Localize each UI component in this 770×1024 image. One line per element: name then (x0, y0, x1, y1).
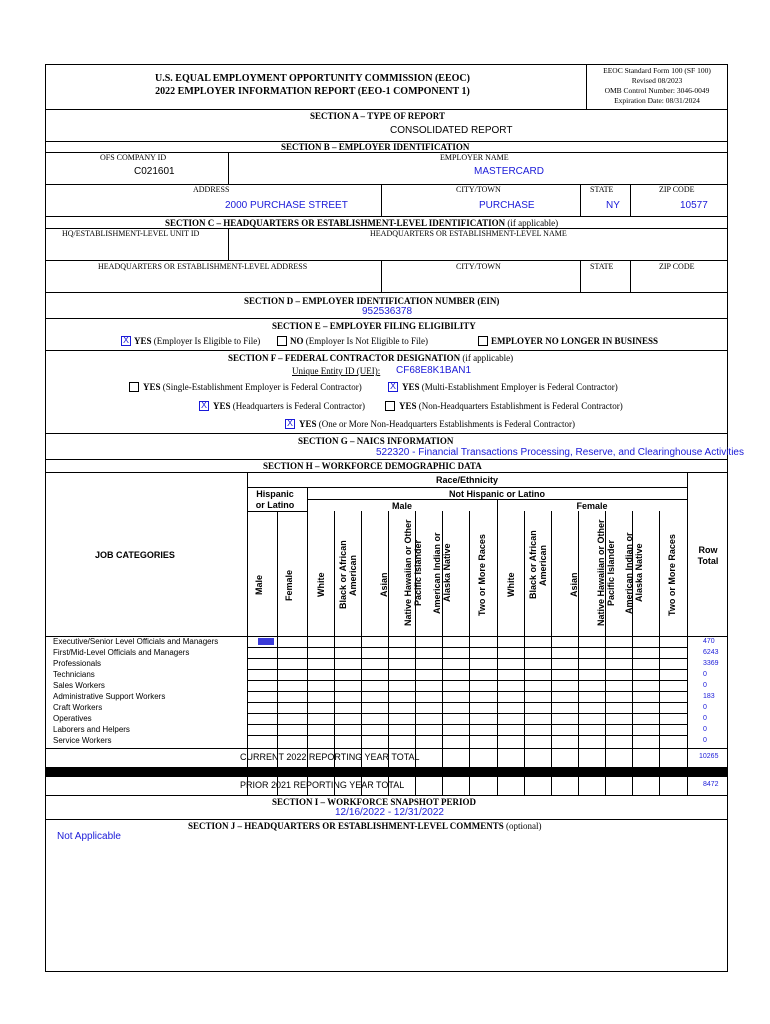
section-c-title-text: SECTION C – HEADQUARTERS OR ESTABLISHMENT-LEVEL IDENTIFICATION (165, 218, 506, 228)
job-category-row: Technicians (53, 670, 95, 679)
male-header: Male (391, 501, 412, 511)
multi-establishment-text: YES (Multi-Establishment Employer is Federal Contractor) (402, 382, 618, 392)
naics-value: 522320 - Financial Transactions Processing, Reserve, and Clearinghouse Activities (376, 447, 744, 458)
hq-state-label: STATE (590, 262, 614, 271)
section-j-note: (optional) (506, 821, 542, 831)
form-info (588, 66, 726, 106)
selected-cell-marker[interactable] (258, 638, 274, 645)
state-value: NY (606, 200, 620, 211)
form-title-line1: U.S. EQUAL EMPLOYMENT OPPORTUNITY COMMISSION (EEOC) (155, 73, 470, 84)
row-total-value: 0 (703, 682, 707, 689)
col-header-female-aian: American Indian or Alaska Native (624, 532, 644, 614)
form-title (50, 72, 575, 98)
snapshot-period-value: 12/16/2022 - 12/31/2022 (335, 807, 444, 818)
col-header-male-asian: Asian (379, 572, 389, 598)
multi-establishment-checkbox[interactable] (388, 382, 398, 392)
headquarters-contractor-checkbox[interactable] (199, 401, 209, 411)
no-longer-in-business-text: EMPLOYER NO LONGER IN BUSINESS (491, 336, 659, 346)
col-header-female-black: Black or African American (528, 530, 548, 600)
zip-label: ZIP CODE (659, 185, 695, 194)
section-d-title: SECTION D – EMPLOYER IDENTIFICATION NUMBER (EIN) (244, 296, 500, 306)
hq-zip-label: ZIP CODE (659, 262, 695, 271)
section-f-title (228, 353, 513, 363)
job-category-row: Executive/Senior Level Officials and Managers (53, 637, 219, 646)
city-value: PURCHASE (479, 200, 535, 211)
no-longer-in-business-checkbox[interactable] (478, 336, 488, 346)
uei-label: Unique Entity ID (UEI): (292, 366, 381, 376)
non-hq-establishments-checkbox[interactable] (285, 419, 295, 429)
col-header-male-nhopi: Native Hawaiian or Other Pacific Islander (403, 519, 423, 627)
row-total-value: 3369 (703, 660, 719, 667)
address-value: 2000 PURCHASE STREET (225, 200, 348, 211)
zip-value: 10577 (680, 200, 708, 211)
col-header-male-black: Black or African American (338, 540, 358, 610)
job-category-row: Operatives (53, 714, 92, 723)
single-establishment-text: YES (Single-Establishment Employer is Federal Contractor) (143, 382, 362, 392)
eligible-yes-text: YES (Employer Is Eligible to File) (134, 336, 261, 346)
employer-name-label: EMPLOYER NAME (440, 153, 509, 162)
section-g-title: SECTION G – NAICS INFORMATION (298, 436, 454, 446)
job-categories-header: JOB CATEGORIES (95, 550, 175, 560)
section-h-title: SECTION H – WORKFORCE DEMOGRAPHIC DATA (263, 461, 482, 471)
ofs-company-id-value: C021601 (134, 166, 175, 177)
current-year-total-value: 10265 (699, 753, 719, 760)
section-a-title: SECTION A – TYPE OF REPORT (310, 111, 445, 121)
row-total-value: 6243 (703, 649, 719, 656)
hq-address-label: HEADQUARTERS OR ESTABLISHMENT-LEVEL ADDRESS (98, 262, 308, 271)
race-ethnicity-header: Race/Ethnicity (435, 475, 499, 485)
section-c-note: (if applicable) (507, 218, 559, 228)
form-title-line2: 2022 EMPLOYER INFORMATION REPORT (EEO-1 COMPONENT 1) (155, 86, 470, 97)
row-total-header: Row Total (697, 545, 719, 566)
col-header-male-white: White (316, 572, 326, 598)
section-f-title-text: SECTION F – FEDERAL CONTRACTOR DESIGNATION (228, 353, 461, 363)
job-category-row: Professionals (53, 659, 102, 668)
row-total-value: 0 (703, 726, 707, 733)
col-header-hispanic-male: Male (254, 575, 264, 596)
hq-city-label: CITY/TOWN (456, 262, 501, 271)
job-category-row: Laborers and Helpers (53, 725, 130, 734)
hispanic-header: Hispanic or Latino (255, 489, 295, 510)
hq-name-label: HEADQUARTERS OR ESTABLISHMENT-LEVEL NAME (370, 229, 567, 238)
non-hq-establishment-text: YES (Non-Headquarters Establishment is Federal Contractor) (399, 401, 623, 411)
non-hq-establishments-text: YES (One or More Non-Headquarters Establishments is Federal Contractor) (299, 419, 575, 429)
row-total-value: 470 (703, 638, 715, 645)
section-j-title (188, 821, 542, 831)
section-b-title: SECTION B – EMPLOYER IDENTIFICATION (281, 142, 470, 152)
col-header-male-two-or-more: Two or More Races (477, 534, 487, 616)
job-category-row: Administrative Support Workers (53, 692, 166, 701)
female-header: Female (576, 501, 608, 511)
job-category-row: Service Workers (53, 736, 112, 745)
col-header-female-white: White (506, 572, 516, 598)
comments-value: Not Applicable (57, 831, 121, 842)
state-label: STATE (590, 185, 614, 194)
section-f-note: (if applicable) (462, 353, 514, 363)
prior-year-total-label: PRIOR 2021 REPORTING YEAR TOTAL (240, 780, 405, 790)
col-header-female-two-or-more: Two or More Races (667, 534, 677, 616)
section-j-title-text: SECTION J – HEADQUARTERS OR ESTABLISHMENT-LEVEL COMMENTS (188, 821, 504, 831)
job-category-row: Craft Workers (53, 703, 103, 712)
row-total-value: 0 (703, 737, 707, 744)
hq-unit-id-label: HQ/ESTABLISHMENT-LEVEL UNIT ID (62, 229, 200, 238)
row-total-value: 0 (703, 671, 707, 678)
address-label: ADDRESS (193, 185, 230, 194)
col-header-female-asian: Asian (569, 572, 579, 598)
uei-value: CF68E8K1BAN1 (396, 365, 472, 376)
report-type-value: CONSOLIDATED REPORT (390, 125, 513, 136)
non-hq-establishment-checkbox[interactable] (385, 401, 395, 411)
form-info-line4: Expiration Date: 08/31/2024 (614, 96, 700, 105)
prior-year-total-value: 8472 (703, 781, 719, 788)
form-info-line2: Revised 08/2023 (631, 76, 683, 85)
col-header-male-aian: American Indian or Alaska Native (432, 532, 452, 614)
row-total-value: 0 (703, 704, 707, 711)
col-header-female-nhopi: Native Hawaiian or Other Pacific Islander (596, 519, 616, 627)
eligible-no-text: NO (Employer Is Not Eligible to File) (290, 336, 428, 346)
eligible-no-checkbox[interactable] (277, 336, 287, 346)
not-hispanic-header: Not Hispanic or Latino (448, 489, 545, 499)
row-total-value: 0 (703, 715, 707, 722)
eligible-yes-checkbox[interactable] (121, 336, 131, 346)
job-category-row: First/Mid-Level Officials and Managers (53, 648, 190, 657)
job-category-row: Sales Workers (53, 681, 105, 690)
current-year-total-label: CURRENT 2022 REPORTING YEAR TOTAL (240, 752, 420, 762)
single-establishment-checkbox[interactable] (129, 382, 139, 392)
ein-value: 952536378 (362, 306, 413, 317)
black-separator-bar (45, 767, 728, 777)
employer-name-value: MASTERCARD (474, 166, 545, 177)
section-i-title: SECTION I – WORKFORCE SNAPSHOT PERIOD (272, 797, 476, 807)
col-header-hispanic-female: Female (284, 569, 294, 601)
form-info-line1: EEOC Standard Form 100 (SF 100) (603, 66, 711, 75)
section-e-title: SECTION E – EMPLOYER FILING ELIGIBILITY (272, 321, 476, 331)
ofs-company-id-label: OFS COMPANY ID (100, 153, 167, 162)
row-total-value: 183 (703, 693, 715, 700)
form-info-line3: OMB Control Number: 3046-0049 (604, 86, 710, 95)
headquarters-contractor-text: YES (Headquarters is Federal Contractor) (213, 401, 365, 411)
section-c-title (165, 218, 558, 228)
city-label: CITY/TOWN (456, 185, 501, 194)
